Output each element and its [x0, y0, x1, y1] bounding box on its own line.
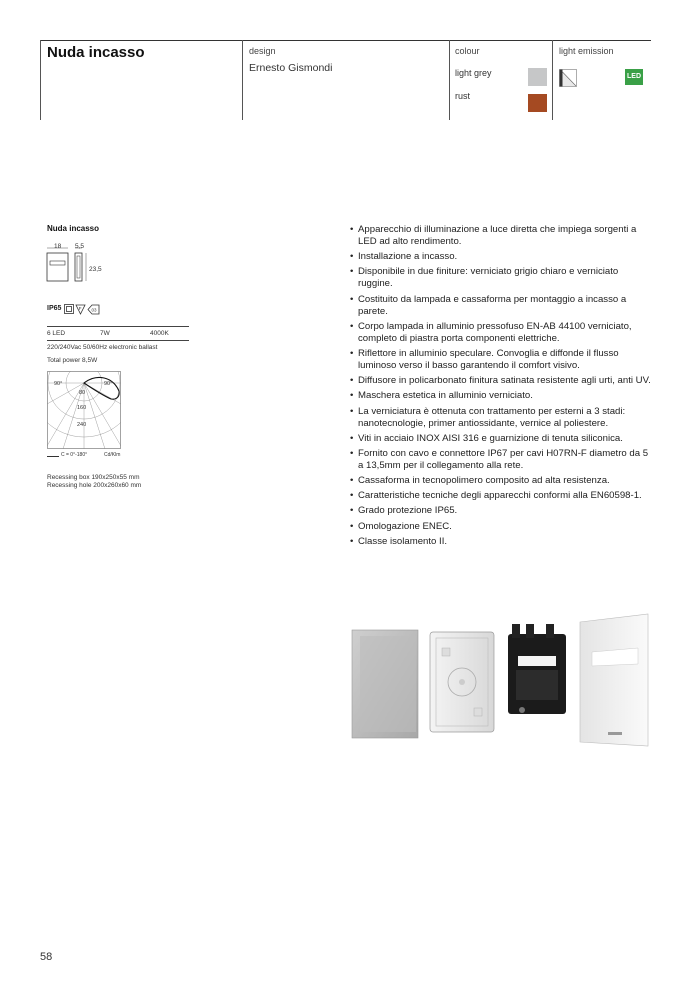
spec-rule [47, 340, 189, 341]
svg-text:F: F [78, 306, 82, 311]
spec-temperature: 4000K [150, 330, 169, 337]
recessing-box-image [352, 630, 418, 738]
feature-item: • La verniciatura è ottenuta con trattamento per esterni a 3 stadi: nanotecnologie, primer antiossidante, vernice al poliestere. [350, 406, 655, 430]
header-divider [40, 40, 41, 120]
certification-icons [64, 304, 104, 315]
product-images [350, 612, 655, 750]
polar-label: 240 [77, 422, 87, 428]
header-top-rule [40, 40, 651, 41]
feature-item: • Cassaforma in tecnopolimero composito ad alta resistenza. [350, 475, 655, 487]
header-divider [552, 40, 553, 120]
dimension-height: 23,5 [89, 266, 102, 273]
tech-title: Nuda incasso [47, 224, 100, 233]
ballast-spec: 220/240Vac 50/60Hz electronic ballast [47, 344, 158, 351]
feature-item: • Omologazione ENEC. [350, 521, 655, 533]
f-mark-icon [76, 305, 85, 314]
feature-item: • Caratteristiche tecniche degli apparecchi conformi alla EN60598-1. [350, 490, 655, 502]
feature-item: • Fornito con cavo e connettore IP67 per cavi H07RN-F diametro da 5 a 13,5mm per il collegamento alla rete. [350, 448, 655, 472]
polar-label: 90° [54, 381, 63, 387]
feature-item: • Installazione a incasso. [350, 251, 655, 263]
spec-source: 6 LED [47, 330, 66, 337]
recessing-box: Recessing box 190x250x55 mm [47, 474, 140, 481]
feature-item: • Disponibile in due finiture: verniciato grigio chiaro e verniciato ruggine. [350, 266, 655, 290]
total-power: Total power 8,5W [47, 357, 98, 364]
feature-item: • Corpo lampada in alluminio pressofuso EN-AB 44100 verniciato, completo di piastra porta componenti elettriche. [350, 321, 655, 345]
lamp-body-image [508, 624, 566, 714]
feature-item: • Apparecchio di illuminazione a luce diretta che impiega sorgenti a LED ad alto rendimento. [350, 224, 655, 248]
dimension-width: 18 [54, 243, 62, 250]
double-insulation-icon [65, 305, 74, 314]
spec-rule [47, 326, 189, 327]
feature-item: • Maschera estetica in alluminio verniciato. [350, 390, 655, 402]
wall-downlight-icon [559, 69, 577, 87]
polar-label: 90° [104, 381, 113, 387]
spec-power: 7W [100, 330, 110, 337]
feature-item: • Grado protezione IP65. [350, 505, 655, 517]
header-divider [449, 40, 450, 120]
colour-swatch-light-grey [528, 68, 547, 86]
designer-name: Ernesto Gismondi [249, 62, 333, 74]
feature-item: • Costituito da lampada e cassaforma per montaggio a incasso a parete. [350, 294, 655, 318]
ip-rating: IP65 [47, 305, 62, 312]
feature-item: • Viti in acciaio INOX AISI 316 e guarnizione di tenuta siliconica. [350, 433, 655, 445]
colour-swatch-rust [528, 94, 547, 112]
polar-legend-plane: C = 0°-180° [61, 452, 88, 458]
product-title: Nuda incasso [47, 44, 145, 61]
svg-text:03: 03 [91, 307, 97, 313]
colour-name-rust: rust [455, 91, 471, 101]
led-badge: LED [625, 69, 643, 85]
polar-label: 160 [77, 405, 87, 411]
feature-item: • Riflettore in alluminio speculare. Convoglia e diffonde il flusso luminoso verso il basso garantendo il comfort visivo. [350, 348, 655, 372]
legend-line [47, 456, 59, 457]
colour-name-light-grey: light grey [455, 68, 492, 78]
dimension-drawing [44, 240, 104, 284]
mounting-plate-image [430, 632, 494, 732]
dimension-depth: 5,5 [75, 243, 85, 250]
page-number: 58 [40, 951, 53, 963]
polar-legend-unit: Cd/Klm [104, 452, 121, 458]
header-divider [242, 40, 243, 120]
feature-item: • Diffusore in policarbonato finitura satinata resistente agli urti, anti UV. [350, 375, 655, 387]
front-cover-image [580, 614, 648, 746]
feature-list [350, 224, 655, 551]
feature-item: • Classe isolamento II. [350, 536, 655, 548]
design-label: design [249, 46, 276, 56]
recessing-hole: Recessing hole 200x260x60 mm [47, 482, 142, 489]
colour-label: colour [455, 46, 480, 56]
light-emission-label: light emission [559, 46, 614, 56]
polar-label: 80 [79, 390, 86, 396]
enec-icon [88, 305, 99, 314]
